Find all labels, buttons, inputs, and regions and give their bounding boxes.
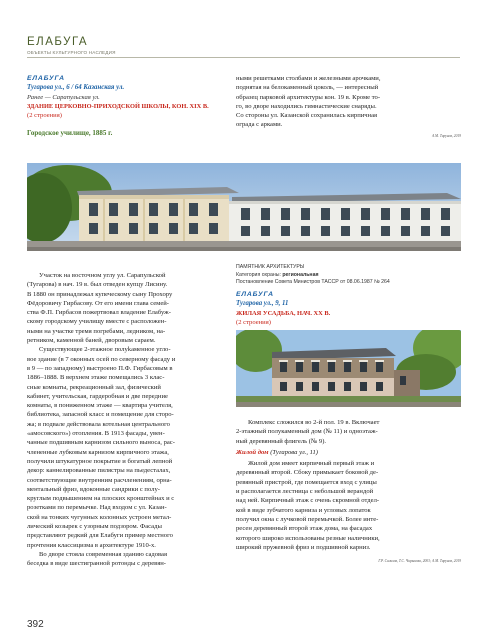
text-line: (Тугарова) в нач. 19 в. был отведен купцу Лисину.	[27, 281, 168, 289]
author-credit: Г.Р. Салихов, Т.С. Чирыкова, 2003; А.М. Тарунов, 2019	[378, 559, 461, 564]
protection-decree: Постановление Совета Министров ТАССР от 08.06.1987 № 264	[236, 279, 390, 286]
protection-category	[236, 272, 461, 280]
text-continuation-right	[236, 74, 461, 141]
entry-object-title: ЖИЛАЯ УСАДЬБА, НАЧ. XX В.	[236, 309, 331, 317]
text-line: ными решетками столбами и железными арочками,	[236, 75, 381, 82]
text-line: получили штукатурное покрытие и богатый лепной	[27, 457, 173, 465]
text-line: которого широко использованы резные наличники,	[236, 534, 380, 542]
text-line: члененные лубковым карнизом кирпичного этажа,	[27, 448, 169, 456]
continuation-text	[236, 74, 461, 130]
page-number: 392	[27, 619, 44, 630]
entry-former-name: Ранее — Сарапульская ул.	[27, 93, 100, 101]
text-line: комнаты, в пониженном этаже — квартира учителя,	[27, 402, 173, 410]
text-line: над ней. Кирпичный этаж с очень скромной отдел-	[236, 497, 380, 505]
monument-status-block	[236, 264, 461, 287]
entry-header-right	[236, 290, 461, 327]
subsection-heading	[236, 448, 461, 457]
text-line: кабинет, учительская, гардеробная и две передние	[27, 392, 168, 400]
text-line: соответствующие внутренним расчленениям, орна-	[27, 476, 172, 484]
entry-city: ЕЛАБУГА	[236, 291, 274, 298]
school-building-photo	[27, 163, 461, 251]
text-line: В 1880 он принадлежал купеческому сыну Прохору	[27, 290, 173, 298]
text-line: и располагается лестница с небольшой верандой	[236, 488, 374, 496]
text-line: Существующее 2-этажное полуkаменное угло-	[39, 346, 171, 354]
text-line: круглым подвышением на плоских кронштейнах и с	[27, 495, 175, 503]
header-divider	[27, 57, 460, 58]
text-line: Комплекс сложился во 2-й пол. 19 в. Включает	[248, 419, 380, 426]
entry-building-count: (2 строения)	[27, 112, 62, 120]
text-line: Участок на восточном углу ул. Сарапульской	[39, 272, 166, 279]
text-line: чанные подшивным карнизом сильного выноса, рас-	[27, 439, 175, 447]
photo-credit: А.М. Тарунов, 2019	[431, 133, 461, 138]
article-body-right	[236, 418, 461, 566]
text-line: ской на тонких чугунных колонных устроен метал-	[27, 513, 172, 521]
text-line: 1886–1888. В верхнем этаже помещались 3 клас-	[27, 374, 165, 382]
text-line: жа; в подвале действовала котельная центрального	[27, 420, 170, 428]
photo-caption: Городское училище, 1885 г.	[27, 129, 113, 138]
text-line: деревянный второй. Сбоку примыкает боковой де-	[236, 469, 379, 477]
body-paragraph	[27, 345, 232, 550]
entry-city: ЕЛАБУГА	[27, 75, 65, 82]
text-line: скому городскому училищу вместе с расположен-	[27, 318, 167, 326]
text-line: ретником, каменной баней, дворовым сараем.	[27, 337, 156, 345]
entry-building-count: (2 строения)	[236, 318, 271, 326]
text-line: Фёдоровичу Гирбасову. От его имени глава семей-	[27, 299, 169, 307]
text-line: библиотека, запасной класс и помещение для сторо-	[27, 411, 174, 419]
body-paragraph	[236, 418, 461, 446]
monument-status: ПАМЯТНИК АРХИТЕКТУРЫ	[236, 264, 305, 270]
category-value: региональная	[282, 271, 319, 278]
entry-address: Тугарова ул., 6 / 64 Казанская ул.	[27, 84, 125, 92]
text-line: 2-этажный полукаменный дом (№ 11) и одноэтаж-	[236, 428, 378, 436]
text-line: поднятая на белокаменный цоколь, — интересный	[236, 84, 379, 92]
text-line: получил окна с лучковой перемычкой. Более инте-	[236, 515, 379, 523]
text-line: ограда с арками.	[236, 121, 283, 129]
text-line: широкий пружевной фриз и подшивной карниз.	[236, 543, 371, 551]
text-line: ный деревянный флигель (№ 9).	[236, 437, 327, 445]
text-line: го, во дворе находились гимнастические снаряды.	[236, 102, 377, 110]
subsection-address: (Тугарова ул., 11)	[268, 448, 318, 456]
text-line: сные комнаты, рекреационный зал, физический	[27, 383, 161, 391]
text-line: ресен деревянный второй этаж дома, на фасадах	[236, 525, 373, 533]
running-header-subtitle: ОБЪЕКТЫ КУЛЬТУРНОГО НАСЛЕДИЯ	[27, 50, 116, 55]
text-line: Со стороны ул. Казанской сохранилась кирпичная	[236, 112, 378, 120]
entry-header-left	[27, 74, 232, 139]
running-header-title: ЕЛАБУГА	[27, 36, 89, 48]
subsection-title: Жилой дом	[236, 448, 269, 456]
body-paragraph	[27, 271, 232, 345]
text-line: ными на участке тремя погребами, ледником, на-	[27, 327, 166, 335]
article-body-left	[27, 271, 232, 569]
text-line: ства Ф.П. Гирбасов пожертвовал владение Елабуж-	[27, 309, 171, 317]
wooden-house-photo	[236, 330, 461, 407]
text-line: беседка в виде шестигранной ротонды с деревян-	[27, 560, 166, 568]
text-line: вое здание (в 7 оконных осей по северному фасаду и	[27, 355, 176, 363]
body-paragraph	[27, 550, 232, 569]
text-line: лический козырек с узорным подзором. Фасады	[27, 523, 162, 531]
text-line: образец парковой архитектуры кон. 19 в. Кроме то-	[236, 93, 381, 101]
text-line: кой в виде зубчатого карниза и угловых лопаток	[236, 506, 371, 514]
text-line: розетками по перемычке. Над входом с ул. Казан-	[27, 504, 167, 512]
category-label: Категория охраны:	[236, 271, 283, 278]
text-line: Во дворе стояла современная зданию садовая	[39, 550, 168, 558]
entry-object-title: ЗДАНИЕ ЦЕРКОВНО-ПРИХОДСКОЙ ШКОЛЫ, КОН. XIX В.	[27, 102, 209, 110]
text-line: ревянный пристрой, где помещается вход с улицы	[236, 478, 377, 486]
text-line: Жилой дом имеет кирпичный первый этаж и	[248, 460, 375, 468]
text-line: в 9 — по западному) выстроено П.Ф. Гирбасовым в	[27, 364, 173, 372]
body-paragraph	[236, 459, 461, 552]
text-line: «амосовского») отопления. В 1913 фасады, увен-	[27, 430, 165, 438]
text-line: прочтения классицизма в архитектуре 1910-х.	[27, 541, 156, 549]
text-line: декор: каннелированные пилястры на пьедесталах,	[27, 467, 171, 475]
text-line: ментальный фриз, вдоконные сандрики с полу-	[27, 485, 160, 493]
entry-address: Тугарова ул., 9, 11	[236, 300, 289, 308]
text-line: представляют редкий для Елабуги пример местного	[27, 532, 173, 540]
